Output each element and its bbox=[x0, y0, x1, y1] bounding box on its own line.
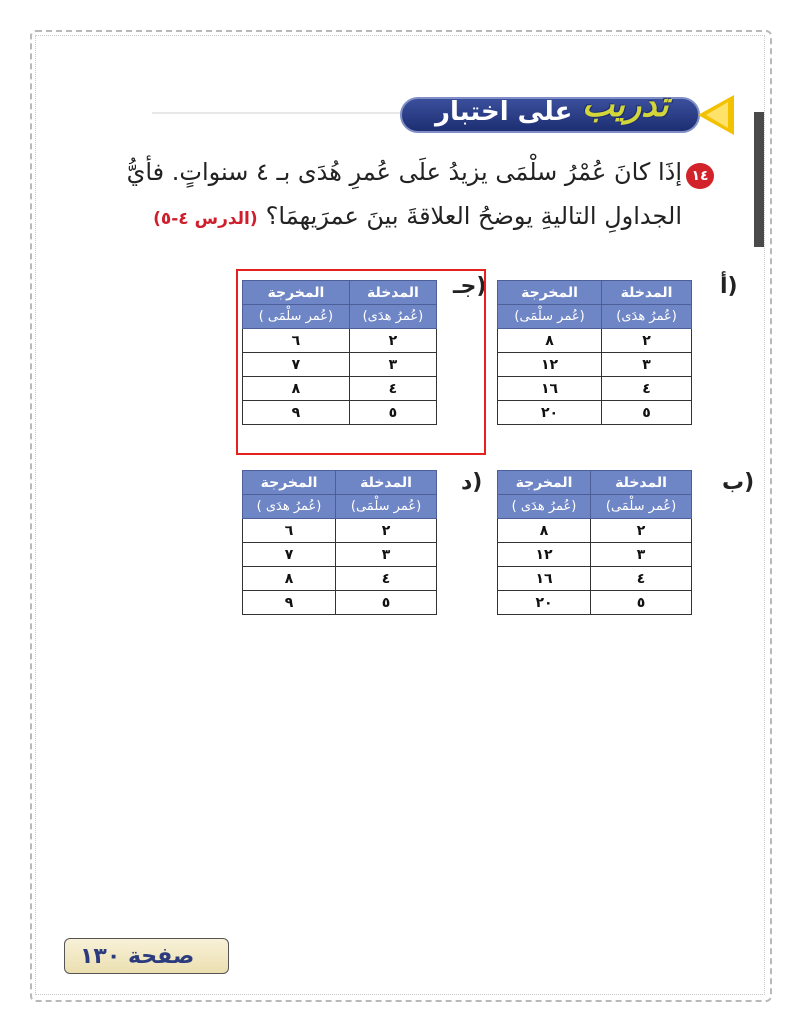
table-row bbox=[498, 353, 692, 377]
input-cell: ٣ bbox=[591, 543, 692, 567]
header-rule bbox=[152, 112, 402, 114]
table-row bbox=[498, 329, 692, 353]
output-cell: ١٢ bbox=[498, 353, 602, 377]
output-cell: ٨ bbox=[498, 329, 602, 353]
banner-arrow-highlight-icon bbox=[706, 102, 728, 128]
output-header: المخرجة bbox=[498, 281, 602, 305]
input-subheader: (عُمر سلْمَى) bbox=[591, 495, 692, 519]
input-subheader: (عُمرُ هدَى) bbox=[602, 305, 692, 329]
output-cell: ١٢ bbox=[498, 543, 591, 567]
input-cell: ٥ bbox=[349, 401, 436, 425]
table-row bbox=[243, 519, 437, 543]
banner-script-word: تدريب bbox=[582, 85, 669, 125]
input-cell: ٤ bbox=[336, 567, 437, 591]
output-subheader: (عُمر سلْمَى) bbox=[498, 305, 602, 329]
input-cell: ٣ bbox=[349, 353, 436, 377]
output-cell: ٢٠ bbox=[498, 591, 591, 615]
output-cell: ٩ bbox=[243, 401, 350, 425]
output-cell: ٦ bbox=[243, 519, 336, 543]
output-header: المخرجة bbox=[243, 281, 350, 305]
table-row bbox=[243, 591, 437, 615]
output-header: المخرجة bbox=[243, 471, 336, 495]
input-cell: ٢ bbox=[349, 329, 436, 353]
output-cell: ١٦ bbox=[498, 377, 602, 401]
input-cell: ٥ bbox=[591, 591, 692, 615]
input-header: المدخلة bbox=[602, 281, 692, 305]
table-row bbox=[243, 543, 437, 567]
input-cell: ٥ bbox=[602, 401, 692, 425]
table-row bbox=[498, 591, 692, 615]
selected-answer-highlight bbox=[236, 269, 486, 455]
input-header: المدخلة bbox=[591, 471, 692, 495]
page-number: صفحة ١٣٠ bbox=[80, 944, 195, 969]
option-a-table[interactable] bbox=[497, 280, 692, 425]
output-cell: ٨ bbox=[243, 567, 336, 591]
option-d-label[interactable]: د) bbox=[461, 470, 483, 495]
option-d-table[interactable] bbox=[242, 470, 437, 615]
input-header: المدخلة bbox=[349, 281, 436, 305]
input-cell: ٥ bbox=[336, 591, 437, 615]
input-cell: ٣ bbox=[336, 543, 437, 567]
question-text-line-2-body: الجداولِ التاليةِ يوضحُ العلاقةَ بينَ عمرَيهمَا؟ bbox=[265, 202, 682, 230]
question-number: ١٤ bbox=[686, 163, 714, 189]
option-b-table[interactable] bbox=[497, 470, 692, 615]
table-row bbox=[243, 567, 437, 591]
input-subheader: (عُمرُ هدَى) bbox=[349, 305, 436, 329]
table-row bbox=[498, 519, 692, 543]
input-cell: ٤ bbox=[349, 377, 436, 401]
option-j-label[interactable]: جـ) bbox=[453, 274, 487, 299]
output-cell: ٩ bbox=[243, 591, 336, 615]
input-header: المدخلة bbox=[336, 471, 437, 495]
table-row bbox=[498, 377, 692, 401]
input-cell: ٢ bbox=[336, 519, 437, 543]
input-cell: ٢ bbox=[591, 519, 692, 543]
output-cell: ٧ bbox=[243, 543, 336, 567]
practice-banner bbox=[400, 85, 730, 135]
lesson-reference: (الدرس ٤-٥) bbox=[153, 209, 258, 229]
output-cell: ٧ bbox=[243, 353, 350, 377]
option-a-label[interactable]: أ) bbox=[720, 274, 738, 299]
question-text-line-1: إذَا كانَ عُمْرُ سلْمَى يزيدُ علَى عُمرِ هُدَى بـ ٤ سنواتٍ. فأيُّ bbox=[126, 158, 682, 186]
question-text-line-2 bbox=[153, 202, 682, 230]
option-b-label[interactable]: ب) bbox=[722, 470, 755, 495]
output-subheader: (عُمر سلْمَى ) bbox=[243, 305, 350, 329]
output-subheader: (عُمرُ هدَى ) bbox=[243, 495, 336, 519]
input-cell: ٣ bbox=[602, 353, 692, 377]
table-row bbox=[498, 567, 692, 591]
output-cell: ٢٠ bbox=[498, 401, 602, 425]
output-cell: ٨ bbox=[498, 519, 591, 543]
input-cell: ٤ bbox=[602, 377, 692, 401]
output-cell: ٦ bbox=[243, 329, 350, 353]
input-subheader: (عُمر سلْمَى) bbox=[336, 495, 437, 519]
input-cell: ٢ bbox=[602, 329, 692, 353]
output-cell: ١٦ bbox=[498, 567, 591, 591]
output-cell: ٨ bbox=[243, 377, 350, 401]
input-cell: ٤ bbox=[591, 567, 692, 591]
output-subheader: (عُمرُ هدَى ) bbox=[498, 495, 591, 519]
table-row bbox=[498, 401, 692, 425]
side-bar-decoration bbox=[754, 112, 764, 247]
banner-text: على اختبار bbox=[435, 97, 573, 127]
table-row bbox=[498, 543, 692, 567]
output-header: المخرجة bbox=[498, 471, 591, 495]
